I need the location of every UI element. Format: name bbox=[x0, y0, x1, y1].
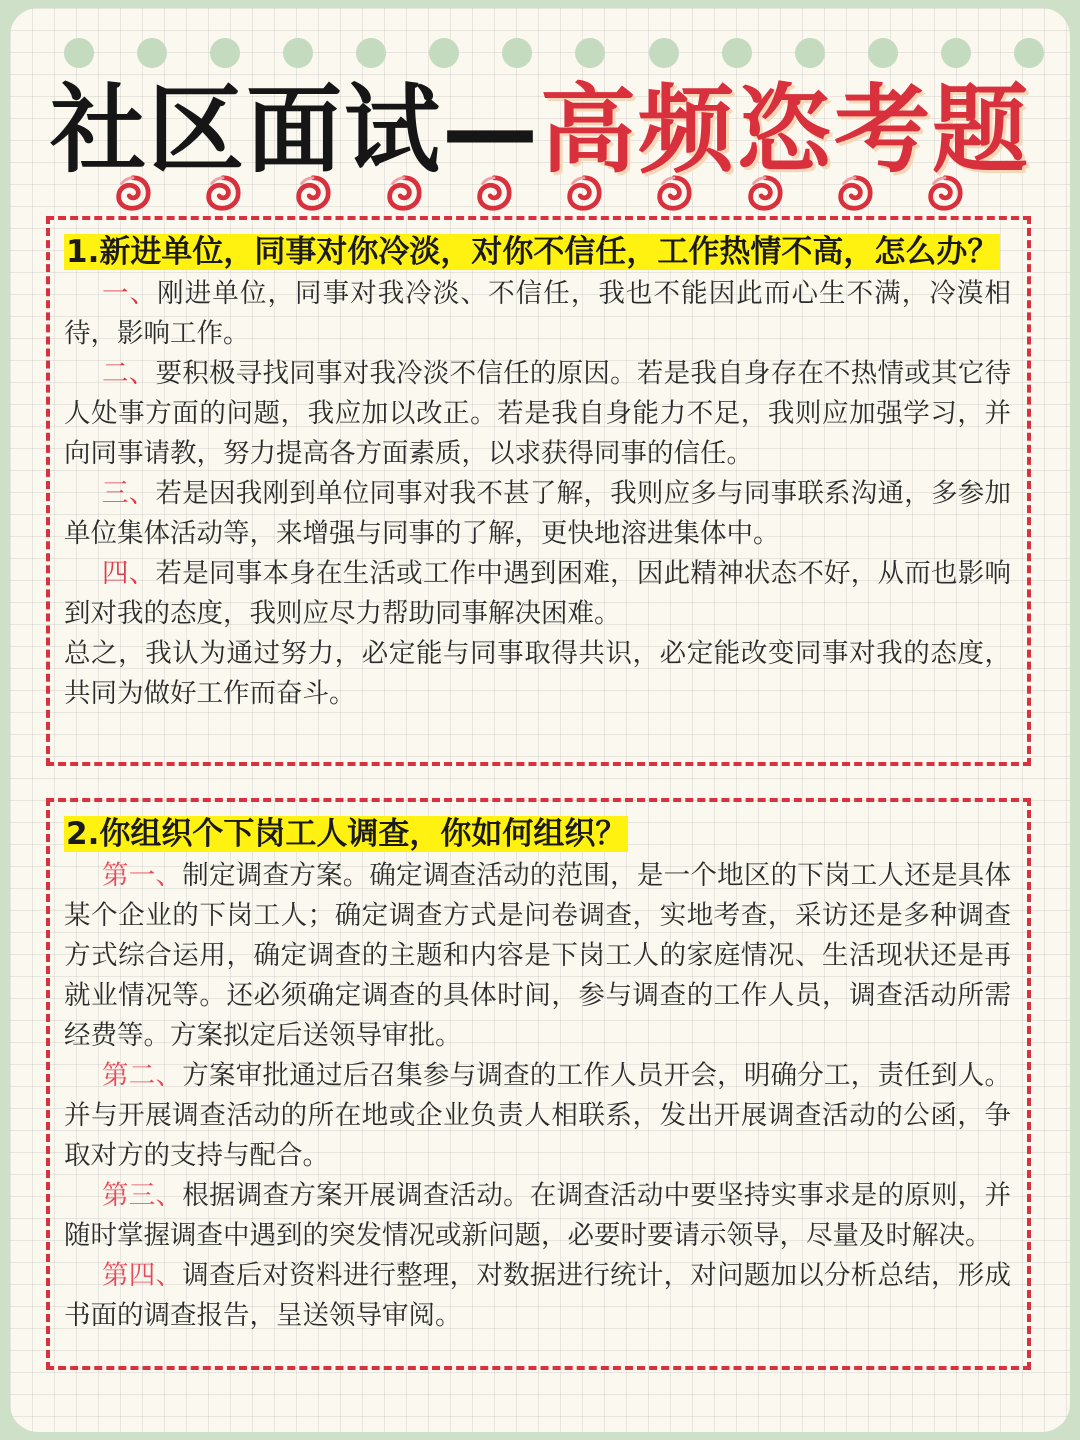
question-card-2 bbox=[46, 798, 1031, 1370]
binder-hole bbox=[868, 38, 898, 68]
answer-paragraph bbox=[64, 1056, 1011, 1176]
paragraph-lead: 第一、 bbox=[102, 860, 183, 891]
question-heading bbox=[64, 812, 1011, 856]
answer-paragraph bbox=[64, 474, 1011, 554]
binder-hole bbox=[649, 38, 679, 68]
binder-hole bbox=[356, 38, 386, 68]
binder-hole bbox=[502, 38, 532, 68]
title-prefix: 社区面试— bbox=[50, 74, 540, 186]
paragraph-lead: 一、 bbox=[102, 278, 158, 309]
page-title bbox=[10, 70, 1070, 190]
answer-paragraph bbox=[64, 354, 1011, 474]
red-swirl-icon bbox=[114, 174, 152, 212]
answer-paragraph bbox=[64, 1256, 1011, 1336]
paragraph-lead: 四、 bbox=[102, 558, 156, 589]
title-highlight: 高频恣考题 bbox=[540, 74, 1030, 186]
paragraph-text: 调查后对资料进行整理，对数据进行统计，对问题加以分析总结，形成书面的调查报告，呈送领导审阅。 bbox=[64, 1260, 1012, 1331]
paragraph-text: 根据调查方案开展调查活动。在调查活动中要坚持实事求是的原则，并随时掌握调查中遇到的突发情况或新问题，必要时要请示领导，尽量及时解决。 bbox=[64, 1180, 1012, 1251]
answer-paragraph bbox=[64, 274, 1011, 354]
answer-paragraph bbox=[64, 856, 1011, 1056]
red-swirl-icon bbox=[475, 174, 513, 212]
swirl-decoration-row bbox=[114, 174, 964, 214]
question-text: 2.你组织个下岗工人调查，你如何组织？ bbox=[66, 816, 627, 852]
answer-paragraph bbox=[64, 1176, 1011, 1256]
red-swirl-icon bbox=[655, 174, 693, 212]
paragraph-text: 若是同事本身在生活或工作中遇到困难，因此精神状态不好，从而也影响到对我的态度，我则应尽力帮助同事解决困难。 bbox=[64, 558, 1012, 629]
paragraph-text: 要积极寻找同事对我冷淡不信任的原因。若是我自身存在不热情或其它待人处事方面的问题，我应加以改正。若是我自身能力不足，我则应加强学习，并向同事请教，努力提高各方面素质，以求获得同事的信任。 bbox=[64, 358, 1012, 469]
binder-hole bbox=[722, 38, 752, 68]
question-text: 1.新进单位，同事对你冷淡，对你不信任，工作热情不高，怎么办？ bbox=[66, 234, 999, 270]
conclusion-paragraph: 总之，我认为通过努力，必定能与同事取得共识，必定能改变同事对我的态度，共同为做好工作而奋斗。 bbox=[64, 638, 1011, 709]
binder-hole bbox=[210, 38, 240, 68]
binder-hole bbox=[1014, 38, 1044, 68]
red-swirl-icon bbox=[294, 174, 332, 212]
paragraph-lead: 第四、 bbox=[102, 1260, 183, 1291]
paragraph-text: 刚进单位，同事对我冷淡、不信任，我也不能因此而心生不满，冷漠相待，影响工作。 bbox=[64, 278, 1011, 349]
red-swirl-icon bbox=[204, 174, 242, 212]
paragraph-lead: 二、 bbox=[102, 358, 156, 389]
red-swirl-icon bbox=[926, 174, 964, 212]
paragraph-lead: 第三、 bbox=[102, 1180, 183, 1211]
binder-hole bbox=[64, 38, 94, 68]
binder-hole bbox=[575, 38, 605, 68]
red-swirl-icon bbox=[385, 174, 423, 212]
red-swirl-icon bbox=[746, 174, 784, 212]
question-card-1 bbox=[46, 216, 1031, 766]
red-swirl-icon bbox=[836, 174, 874, 212]
paragraph-lead: 三、 bbox=[102, 478, 156, 509]
answer-paragraph bbox=[64, 554, 1011, 634]
binder-hole bbox=[941, 38, 971, 68]
binder-hole bbox=[137, 38, 167, 68]
notebook-paper bbox=[10, 8, 1070, 1432]
paragraph-text: 若是因我刚到单位同事对我不甚了解，我则应多与同事联系沟通，多参加单位集体活动等，来增强与同事的了解，更快地溶进集体中。 bbox=[64, 478, 1012, 549]
binder-hole bbox=[795, 38, 825, 68]
paragraph-lead: 第二、 bbox=[102, 1060, 183, 1091]
binder-hole bbox=[283, 38, 313, 68]
paragraph-text: 制定调查方案。确定调查活动的范围，是一个地区的下岗工人还是具体某个企业的下岗工人；确定调查方式是问卷调查，实地考查，采访还是多种调查方式综合运用，确定调查的主题和内容是下岗工人的家庭情况、生活现状还是再就业情况等。还必须确定调查的具体时间，参与调查的工作人员，调查活动所需经费等。方案拟定后送领导审批。 bbox=[64, 860, 1012, 1051]
red-swirl-icon bbox=[565, 174, 603, 212]
paragraph-text: 方案审批通过后召集参与调查的工作人员开会，明确分工，责任到人。并与开展调查活动的所在地或企业负责人相联系，发出开展调查活动的公函，争取对方的支持与配合。 bbox=[64, 1060, 1012, 1171]
binder-hole bbox=[429, 38, 459, 68]
question-heading bbox=[64, 230, 1011, 274]
